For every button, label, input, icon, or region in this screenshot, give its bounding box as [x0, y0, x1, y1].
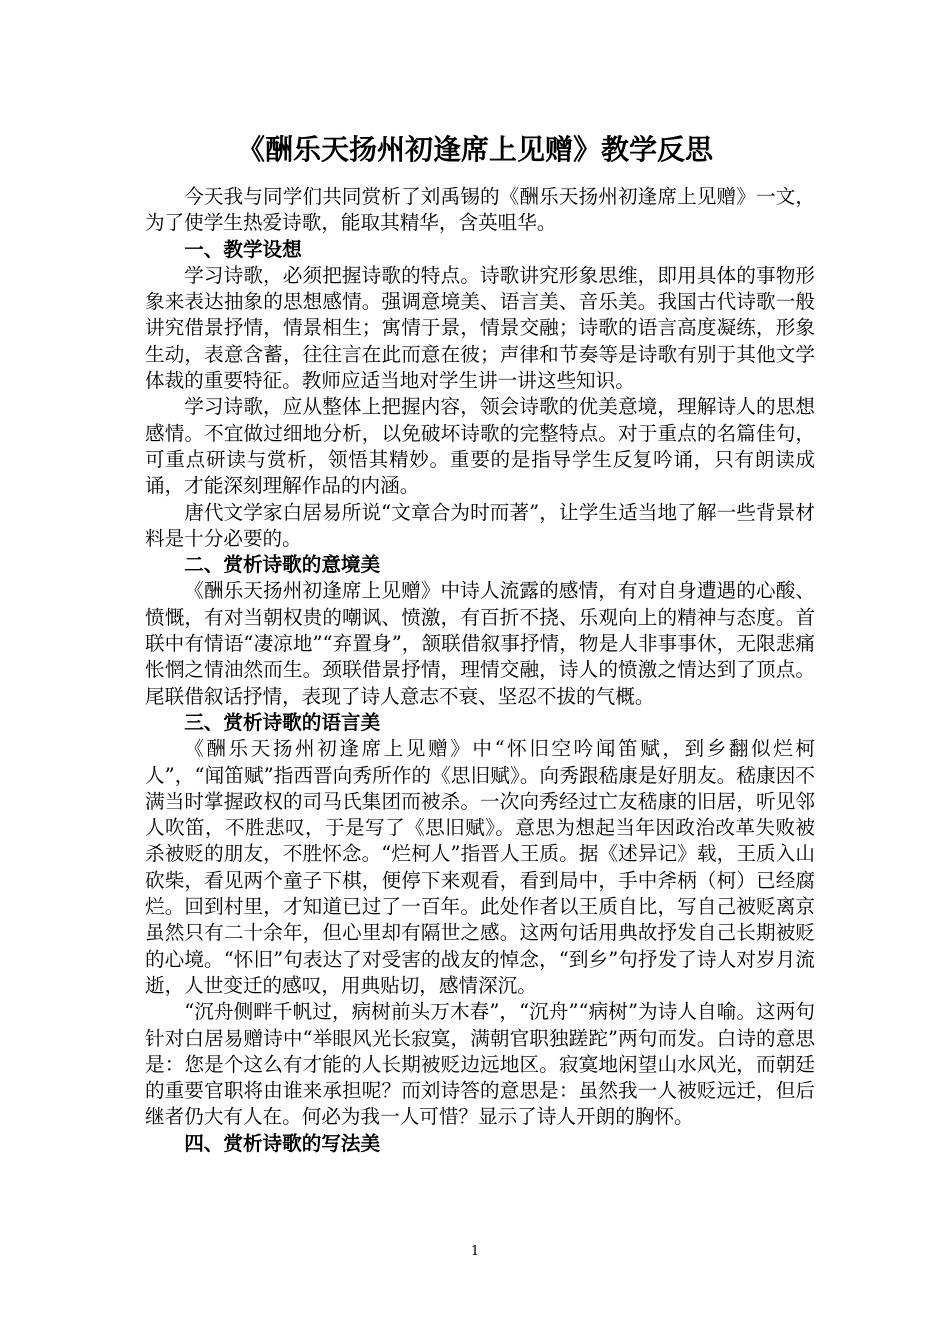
intro-paragraph: 今天我与同学们共同赏析了刘禹锡的《酬乐天扬州初逢席上见赠》一文，为了使学生热爱诗歌，能取其精华，含英咀华。 [145, 185, 815, 235]
paragraph: “沉舟侧畔千帆过，病树前头万木春”，“沉舟”“病树”为诗人自喻。这两句针对白居易赠诗中“举眼风光长寂寞，满朝官职独蹉跎”两句而发。白诗的意思是：您是个这么有才能的人长期被贬边远地区。寂寞地闲望山水风光，而朝廷的重要官职将由谁来承担呢？而刘诗答的意思是：虽然我一人被贬远迁，但后继者仍大有人在。何必为我一人可惜？显示了诗人开朗的胸怀。 [145, 1000, 815, 1129]
paragraph: 学习诗歌，必须把握诗歌的特点。诗歌讲究形象思维，即用具体的事物形象来表达抽象的思想感情。强调意境美、语言美、音乐美。我国古代诗歌一般讲究借景抒情，情景相生；寓情于景，情景交融；诗歌的语言高度凝练，形象生动，表意含蓄，往往言在此而意在彼；声律和节奏等是诗歌有别于其他文学体裁的重要特征。教师应适当地对学生讲一讲这些知识。 [145, 263, 815, 393]
page-number: 1 [470, 1244, 480, 1259]
section-heading-language: 三、赏析诗歌的语言美 [184, 710, 381, 734]
section-heading-teaching-plan: 一、教学设想 [184, 237, 302, 261]
paragraph: 《酬乐天扬州初逢席上见赠》中诗人流露的感情，有对自身遭遇的心酸、愤慨，有对当朝权贵的嘲讽、愤激，有百折不挠、乐观向上的精神与态度。首联中有情语“凄凉地”“弃置身”，颔联借叙事抒情，物是人非事事休，无限悲痛怅惘之情油然而生。颈联借景抒情，理情交融，诗人的愤激之情达到了顶点。尾联借叙话抒情，表现了诗人意志不衰、坚忍不拔的气概。 [145, 579, 815, 708]
paragraph: 《酬乐天扬州初逢席上见赠》中“怀旧空吟闻笛赋，到乡翻似烂柯人”，“闻笛赋”指西晋向秀所作的《思旧赋》。向秀跟嵇康是好朋友。嵇康因不满当时掌握政权的司马氏集团而被杀。一次向秀经过亡友嵇康的旧居，听见邻人吹笛，不胜悲叹，于是写了《思旧赋》。意思为想起当年因政治改革失败被杀被贬的朋友，不胜怀念。“烂柯人”指晋人王质。据《述异记》载，王质入山砍柴，看见两个童子下棋，便停下来观看，看到局中，手中斧柄（柯）已经腐烂。回到村里，才知道已过了一百年。此处作者以王质自比，写自己被贬离京虽然只有二十余年，但心里却有隔世之感。这两句话用典故抒发自己长期被贬的心境。“怀旧”句表达了对受害的战友的悼念，“到乡”句抒发了诗人对岁月流逝，人世变迁的感叹，用典贴切，感情深沉。 [145, 737, 815, 997]
document-title: 《酬乐天扬州初逢席上见赠》教学反思 [236, 133, 713, 166]
section-heading-artistic-conception: 二、赏析诗歌的意境美 [184, 553, 381, 577]
section-heading-writing-technique: 四、赏析诗歌的写法美 [184, 1131, 381, 1155]
document-body [145, 184, 815, 1157]
paragraph: 唐代文学家白居易所说“文章合为时而著”，让学生适当地了解一些背景材料是十分必要的。 [145, 500, 815, 550]
paragraph: 学习诗歌，应从整体上把握内容，领会诗歌的优美意境，理解诗人的思想感情。不宜做过细地分析，以免破坏诗歌的完整特点。对于重点的名篇佳句，可重点研读与赏析，领悟其精妙。重要的是指导学生反复吟诵，只有朗读成诵，才能深刻理解作品的内涵。 [145, 395, 815, 498]
